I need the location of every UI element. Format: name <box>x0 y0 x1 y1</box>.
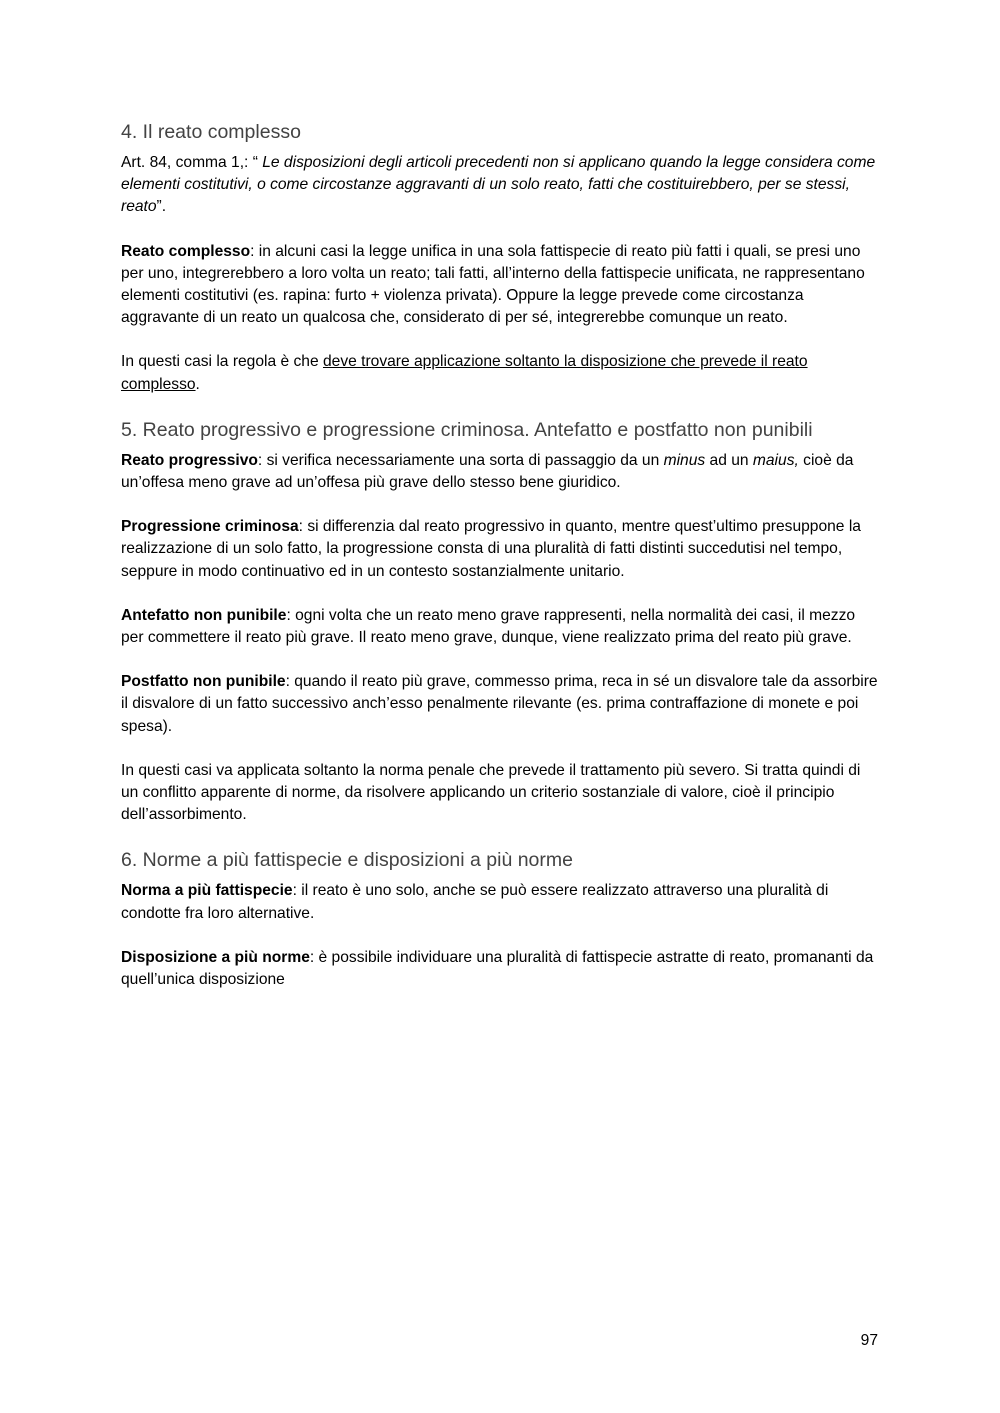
article-reference: Art. 84, comma 1,: “ <box>121 154 263 171</box>
paragraph-progressione-criminosa <box>121 516 881 583</box>
rule-underlined-text: deve trovare applicazione soltanto la disposizione che prevede il reato complesso <box>121 353 808 393</box>
definition-norma-piu-fattispecie: : il reato è uno solo, anche se può essere realizzato attraverso una pluralità di condotte fra loro alternative. <box>121 882 829 922</box>
section-heading-norme-fattispecie: 6. Norme a più fattispecie e disposizioni a più norme <box>121 849 573 872</box>
article-quote-close: ”. <box>156 198 167 216</box>
paragraph-reato-complesso <box>121 241 881 330</box>
article-quote-text: Le disposizioni degli articoli precedenti non si applicano quando la legge considera come elementi costitutivi, o come circostanze aggravanti di un solo reato, fatti che costituirebbero, per se stessi, reato <box>121 154 876 216</box>
definition-part-a: : si verifica necessariamente una sorta di passaggio da un <box>257 451 664 469</box>
term-maius: maius, <box>752 451 799 469</box>
definition-disposizione-piu-norme: : è possibile individuare una pluralità di fattispecie astratte di reato, promananti da quell’unica disposizione <box>121 948 874 989</box>
definition-progressione-criminosa: : si differenzia dal reato progressivo in quanto, mentre quest’ultimo presuppone la realizzazione di un solo fatto, la progressione consta di una pluralità di fatti distinti succedutisi nel tempo, seppure in modo continuativo ed in un contesto sostanzialmente unitario. <box>121 518 861 580</box>
section-heading-reato-progressivo: 5. Reato progressivo e progressione criminosa. Antefatto e postfatto non punibili <box>121 418 813 441</box>
paragraph-disposizione-piu-norme <box>121 947 881 991</box>
paragraph-reato-progressivo <box>121 450 881 494</box>
term-reato-progressivo: Reato progressivo <box>121 451 258 469</box>
paragraph-assorbimento: In questi casi va applicata soltanto la norma penale che prevede il trattamento più severo. Si tratta quindi di un conflitto apparente di norme, da risolvere applicando un criterio sostanziale di valore, cioè il principio dell’assorbimento. <box>121 761 861 824</box>
definition-reato-complesso: : in alcuni casi la legge unifica in una sola fattispecie di reato più fatti i quali, se presi uno per uno, integrerebbero a loro volta un reato; tali fatti, all’interno della fattispecie unificata, ne rappresentano elementi costitutivi (es. rapina: furto + violenza privata). Oppure la legge prevede come circostanza aggravante di un reato un qualcosa che, considerato di per sé, integrerebbe comunque un reato. <box>121 242 865 327</box>
paragraph-regola-reato-complesso <box>121 351 881 395</box>
paragraph-antefatto <box>121 605 881 649</box>
term-postfatto: Postfatto non punibile <box>121 673 286 691</box>
section-heading-reato-complesso: 4. Il reato complesso <box>121 121 301 143</box>
paragraph-norma-piu-fattispecie <box>121 880 881 924</box>
term-progressione-criminosa: Progressione criminosa <box>121 518 299 536</box>
page-number: 97 <box>860 1332 878 1349</box>
term-reato-complesso: Reato complesso <box>121 242 251 260</box>
rule-period: . <box>195 375 200 393</box>
definition-antefatto: : ogni volta che un reato meno grave rappresenti, nella normalità dei casi, il mezzo per commettere il reato più grave. Il reato meno grave, dunque, viene realizzato prima del reato più grave. <box>121 606 856 647</box>
term-minus: minus <box>663 451 706 469</box>
definition-part-c: cioè da un’offesa meno grave ad un’offesa più grave dello stesso bene giuridico. <box>121 451 854 492</box>
rule-intro: In questi casi la regola è che <box>121 353 323 371</box>
definition-part-b: ad un <box>705 451 753 469</box>
term-antefatto: Antefatto non punibile <box>121 606 287 624</box>
article-84-quote <box>121 152 881 219</box>
definition-postfatto: : quando il reato più grave, commesso prima, reca in sé un disvalore tale da assorbire il disvalore di un fatto successivo anch’esso penalmente rilevante (es. prima contraffazione di monete e poi spesa). <box>121 673 878 735</box>
page-content <box>121 118 881 991</box>
term-disposizione-piu-norme: Disposizione a più norme <box>121 948 310 966</box>
paragraph-postfatto <box>121 671 881 738</box>
term-norma-piu-fattispecie: Norma a più fattispecie <box>121 882 293 900</box>
